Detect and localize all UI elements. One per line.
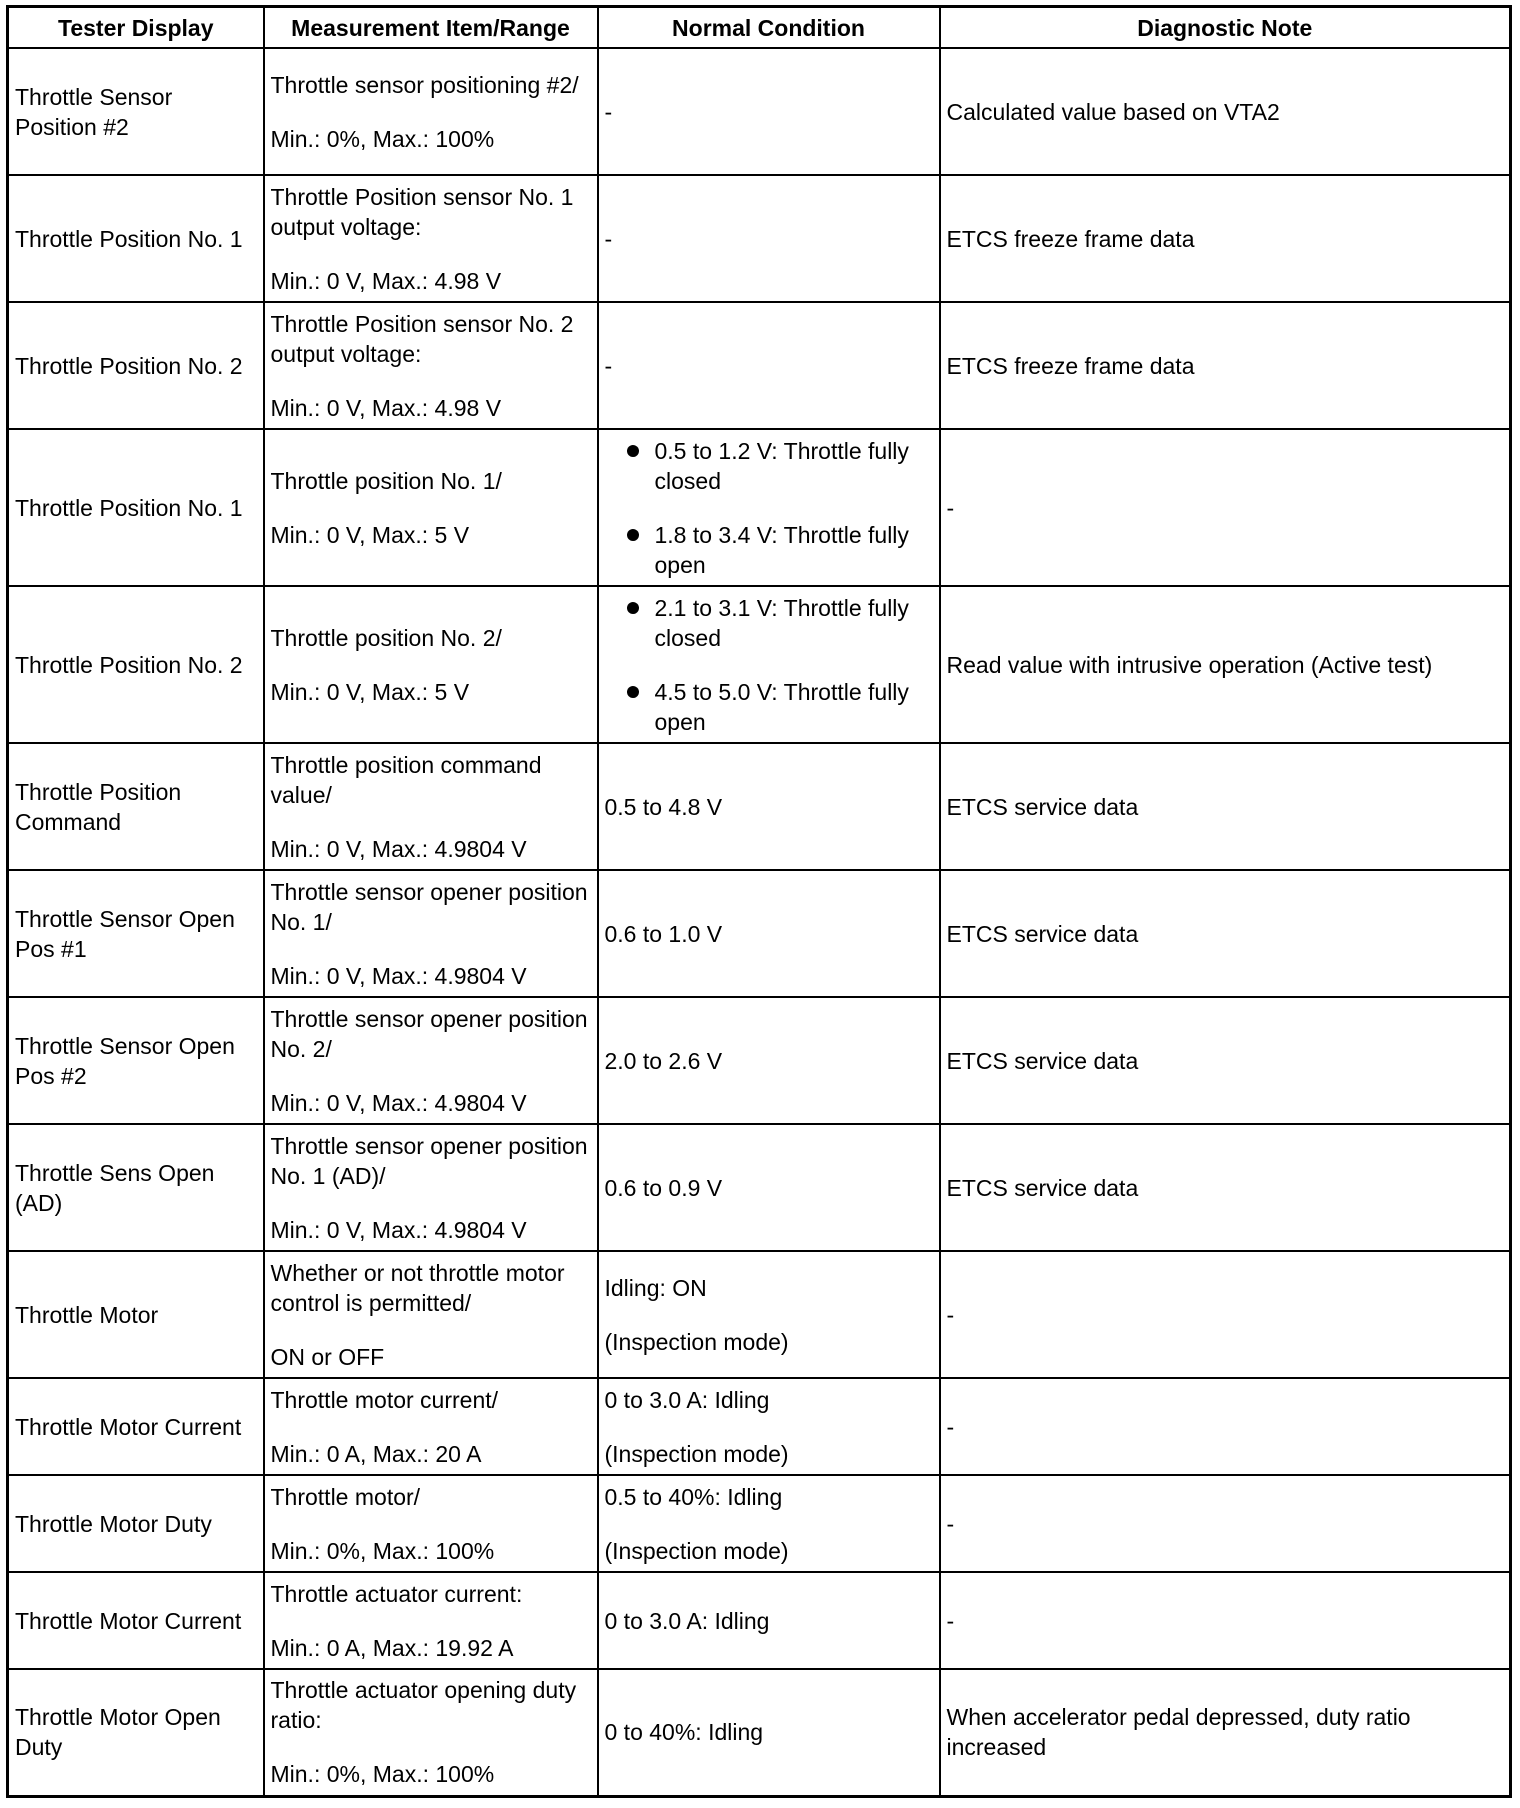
diagnostic-note-cell: - [940,1572,1511,1669]
normal-condition-cell [598,1251,940,1378]
table-row [8,743,1511,870]
data-list-table [6,5,1512,1798]
normal-condition-text: 0 to 3.0 A: Idling [604,1386,770,1413]
table-row [8,48,1511,175]
normal-condition-text: - [604,352,613,379]
diagnostic-note-cell: ETCS freeze frame data [940,302,1511,429]
table-row [8,175,1511,302]
measurement-range-text: Min.: 0 V, Max.: 4.9804 V [270,835,527,862]
normal-condition-cell [598,1475,940,1572]
tester-display-cell: Throttle Sensor Open Pos #1 [8,870,264,997]
table-row [8,1378,1511,1475]
table-row [8,1475,1511,1572]
tester-display-cell: Throttle Sens Open (AD) [8,1124,264,1251]
normal-condition-cell [598,870,940,997]
table-row [8,429,1511,586]
diagnostic-note-cell: - [940,1475,1511,1572]
diagnostic-note-cell: - [940,1378,1511,1475]
table-row [8,1124,1511,1251]
normal-condition-text: 2.0 to 2.6 V [604,1047,723,1074]
normal-condition-cell [598,1669,940,1796]
measurement-item-text: Throttle position No. 1/ [270,467,502,494]
measurement-range-text: Min.: 0%, Max.: 100% [270,125,495,152]
measurement-item-text: Throttle actuator opening duty ratio: [270,1677,577,1734]
normal-condition-text: (Inspection mode) [604,1328,789,1355]
normal-condition-text: (Inspection mode) [604,1537,789,1564]
measurement-item-text: Throttle position command value/ [270,751,542,808]
measurement-item-cell [264,870,598,997]
normal-condition-text: 0.6 to 1.0 V [604,920,723,947]
measurement-item-cell [264,175,598,302]
diagnostic-note-cell: ETCS service data [940,743,1511,870]
normal-condition-cell [598,175,940,302]
tester-display-cell: Throttle Sensor Position #2 [8,48,264,175]
normal-condition-text: 0 to 40%: Idling [604,1719,764,1746]
measurement-range-text: Min.: 0 V, Max.: 5 V [270,521,470,548]
normal-condition-cell [598,586,940,743]
measurement-item-cell [264,302,598,429]
normal-condition-text: - [604,225,613,252]
measurement-range-text: Min.: 0%, Max.: 100% [270,1537,495,1564]
normal-condition-bullet: 2.1 to 3.1 V: Throttle fully closed [605,593,933,653]
measurement-item-text: Throttle position No. 2/ [270,624,502,651]
header-diagnostic-note: Diagnostic Note [940,7,1511,49]
measurement-item-text: Throttle Position sensor No. 1 output voltage: [270,183,574,240]
normal-condition-bullet: 0.5 to 1.2 V: Throttle fully closed [605,436,933,496]
header-normal-condition: Normal Condition [598,7,940,49]
diagnostic-note-cell: ETCS service data [940,1124,1511,1251]
measurement-item-cell [264,1475,598,1572]
tester-display-cell: Throttle Position No. 1 [8,429,264,586]
normal-condition-cell [598,997,940,1124]
tester-display-cell: Throttle Sensor Open Pos #2 [8,997,264,1124]
table-row [8,997,1511,1124]
measurement-range-text: Min.: 0 V, Max.: 4.98 V [270,267,502,294]
measurement-item-text: Throttle sensor opener position No. 2/ [270,1005,588,1062]
measurement-item-text: Throttle motor/ [270,1483,421,1510]
table-row [8,1669,1511,1796]
measurement-range-text: ON or OFF [270,1343,385,1370]
measurement-range-text: Min.: 0 V, Max.: 4.9804 V [270,1216,527,1243]
normal-condition-text: 0.6 to 0.9 V [604,1174,723,1201]
measurement-item-text: Throttle sensor positioning #2/ [270,71,579,98]
diagnostic-note-cell: Calculated value based on VTA2 [940,48,1511,175]
normal-condition-text: 0.5 to 40%: Idling [604,1483,783,1510]
normal-condition-text: 0.5 to 4.8 V [604,793,723,820]
tester-display-cell: Throttle Motor Current [8,1572,264,1669]
measurement-item-text: Throttle sensor opener position No. 1 (AD)/ [270,1132,588,1189]
table-row [8,870,1511,997]
diagnostic-note-cell: ETCS freeze frame data [940,175,1511,302]
tester-display-cell: Throttle Position Command [8,743,264,870]
normal-condition-text: 0 to 3.0 A: Idling [604,1607,770,1634]
tester-display-cell: Throttle Motor Duty [8,1475,264,1572]
measurement-item-cell [264,997,598,1124]
normal-condition-cell [598,429,940,586]
measurement-item-text: Throttle Position sensor No. 2 output voltage: [270,310,574,367]
measurement-range-text: Min.: 0%, Max.: 100% [270,1761,495,1788]
measurement-item-cell [264,1669,598,1796]
measurement-item-cell [264,586,598,743]
table-row [8,1572,1511,1669]
normal-condition-cell [598,743,940,870]
measurement-range-text: Min.: 0 V, Max.: 4.9804 V [270,962,527,989]
normal-condition-cell [598,302,940,429]
table-row [8,1251,1511,1378]
normal-condition-bullet-list [605,436,933,580]
measurement-range-text: Min.: 0 A, Max.: 19.92 A [270,1634,514,1661]
normal-condition-bullet-list [605,593,933,737]
tester-display-cell: Throttle Motor Open Duty [8,1669,264,1796]
diagnostic-note-cell: Read value with intrusive operation (Active test) [940,586,1511,743]
diagnostic-data-sheet [6,5,1512,1798]
diagnostic-note-cell: When accelerator pedal depressed, duty ratio increased [940,1669,1511,1796]
diagnostic-note-cell: ETCS service data [940,870,1511,997]
diagnostic-note-cell: - [940,1251,1511,1378]
header-tester-display: Tester Display [8,7,264,49]
measurement-item-cell [264,48,598,175]
measurement-range-text: Min.: 0 V, Max.: 4.9804 V [270,1089,527,1116]
diagnostic-note-cell: ETCS service data [940,997,1511,1124]
measurement-range-text: Min.: 0 V, Max.: 5 V [270,678,470,705]
tester-display-cell: Throttle Position No. 2 [8,302,264,429]
measurement-item-cell [264,1572,598,1669]
measurement-item-cell [264,1378,598,1475]
normal-condition-cell [598,1378,940,1475]
measurement-item-text: Throttle sensor opener position No. 1/ [270,878,588,935]
diagnostic-note-cell: - [940,429,1511,586]
measurement-item-text: Throttle actuator current: [270,1580,523,1607]
measurement-range-text: Min.: 0 V, Max.: 4.98 V [270,394,502,421]
table-body [8,48,1511,1796]
tester-display-cell: Throttle Motor Current [8,1378,264,1475]
normal-condition-cell [598,1572,940,1669]
measurement-item-cell [264,743,598,870]
measurement-range-text: Min.: 0 A, Max.: 20 A [270,1440,482,1467]
tester-display-cell: Throttle Position No. 2 [8,586,264,743]
measurement-item-text: Throttle motor current/ [270,1386,499,1413]
header-measurement-item-range: Measurement Item/Range [264,7,598,49]
normal-condition-bullet: 1.8 to 3.4 V: Throttle fully open [605,520,933,580]
measurement-item-cell [264,1124,598,1251]
normal-condition-cell [598,1124,940,1251]
normal-condition-cell [598,48,940,175]
normal-condition-bullet: 4.5 to 5.0 V: Throttle fully open [605,677,933,737]
tester-display-cell: Throttle Position No. 1 [8,175,264,302]
table-header-row [8,7,1511,49]
table-row [8,586,1511,743]
normal-condition-text: (Inspection mode) [604,1440,789,1467]
measurement-item-text: Whether or not throttle motor control is permitted/ [270,1259,565,1316]
normal-condition-text: Idling: ON [604,1274,707,1301]
tester-display-cell: Throttle Motor [8,1251,264,1378]
measurement-item-cell [264,1251,598,1378]
table-row [8,302,1511,429]
measurement-item-cell [264,429,598,586]
normal-condition-text: - [604,98,613,125]
